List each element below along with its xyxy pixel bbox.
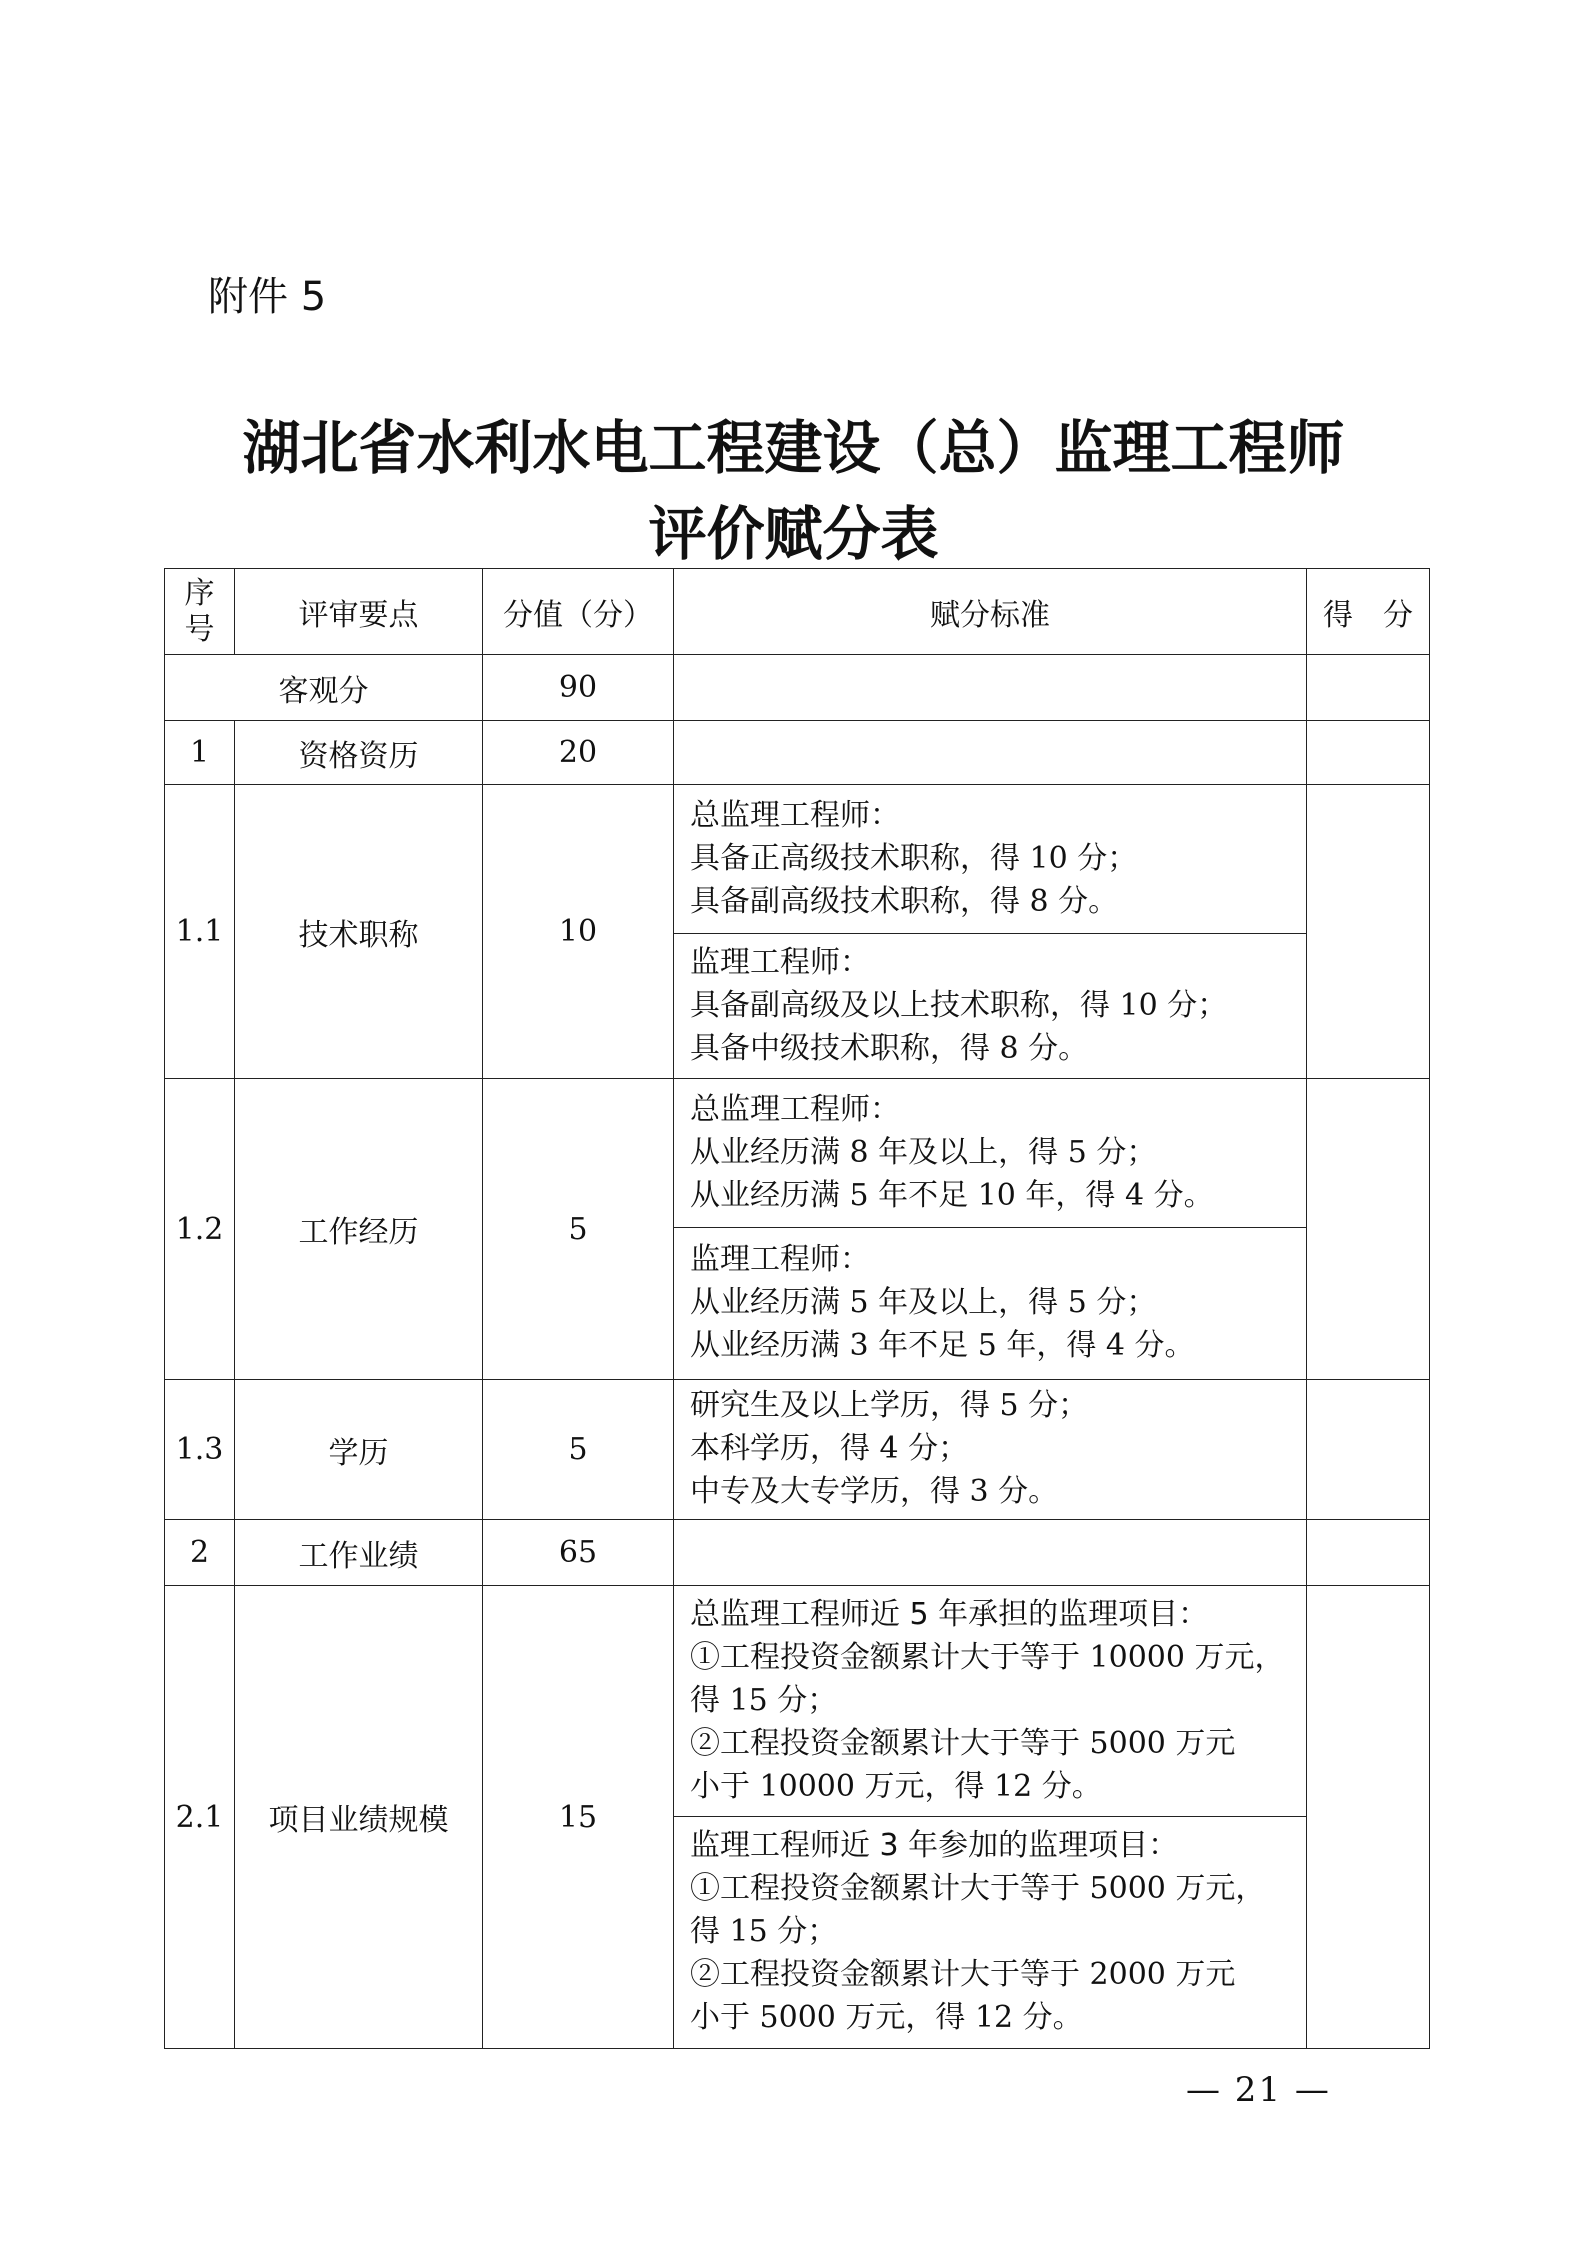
seq-cell: 1.2 — [165, 1079, 235, 1380]
value-cell: 5 — [483, 1380, 674, 1520]
criteria-line: 研究生及以上学历，得 5 分； — [690, 1388, 1089, 1423]
score-cell — [1307, 721, 1430, 785]
point-cell: 资格资历 — [235, 721, 483, 785]
criteria-cell — [674, 1079, 1307, 1228]
objective-value: 90 — [483, 655, 674, 721]
table-row-objective — [165, 655, 1430, 721]
point-cell: 项目业绩规模 — [235, 1586, 483, 2049]
criteria-cell — [674, 1380, 1307, 1520]
seq-cell: 2 — [165, 1520, 235, 1586]
table-row — [165, 1520, 1430, 1586]
criteria-line: ②工程投资金额累计大于等于 2000 万元 — [690, 1957, 1236, 1992]
value-cell: 20 — [483, 721, 674, 785]
criteria-line: ①工程投资金额累计大于等于 10000 万元， — [690, 1639, 1285, 1675]
criteria-heading: 监理工程师近 3 年参加的监理项目： — [690, 1828, 1179, 1863]
criteria-heading: 监理工程师： — [690, 944, 870, 980]
score-cell — [1307, 655, 1430, 721]
criteria-line: 从业经历满 5 年不足 10 年，得 4 分。 — [690, 1177, 1214, 1213]
header-point: 评审要点 — [235, 569, 483, 655]
criteria-line: ①工程投资金额累计大于等于 5000 万元， — [690, 1871, 1266, 1906]
criteria-heading: 总监理工程师： — [690, 797, 900, 833]
table-header-row — [165, 569, 1430, 655]
score-cell — [1307, 1520, 1430, 1586]
criteria-line: 得 15 分； — [690, 1914, 838, 1949]
table-row — [165, 1079, 1430, 1228]
page-number: — 21 — — [1186, 2070, 1331, 2110]
header-value: 分值（分） — [483, 569, 674, 655]
criteria-line: 小于 5000 万元，得 12 分。 — [690, 2000, 1083, 2035]
criteria-line: 本科学历，得 4 分； — [690, 1431, 969, 1466]
seq-cell: 1.3 — [165, 1380, 235, 1520]
criteria-line: 从业经历满 3 年不足 5 年，得 4 分。 — [690, 1328, 1195, 1363]
criteria-line: 小于 10000 万元，得 12 分。 — [690, 1768, 1102, 1804]
criteria-cell — [674, 934, 1307, 1079]
criteria-cell — [674, 1520, 1307, 1586]
criteria-line: 从业经历满 8 年及以上，得 5 分； — [690, 1134, 1157, 1170]
seq-cell: 1 — [165, 721, 235, 785]
criteria-line: 具备中级技术职称，得 8 分。 — [690, 1030, 1089, 1066]
criteria-cell — [674, 1586, 1307, 1817]
header-score: 得 分 — [1307, 569, 1430, 655]
value-cell: 15 — [483, 1586, 674, 2049]
table-row — [165, 1586, 1430, 1817]
value-cell: 5 — [483, 1079, 674, 1380]
header-criteria: 赋分标准 — [674, 569, 1307, 655]
point-cell: 工作业绩 — [235, 1520, 483, 1586]
criteria-cell — [674, 721, 1307, 785]
attachment-label: 附件 5 — [208, 274, 327, 320]
score-table — [164, 568, 1430, 2049]
page-title: 湖北省水利水电工程建设（总）监理工程师 — [242, 414, 1345, 482]
table-row — [165, 721, 1430, 785]
point-cell: 技术职称 — [235, 785, 483, 1079]
criteria-heading: 总监理工程师： — [690, 1091, 900, 1127]
criteria-line: 具备正高级技术职称，得 10 分； — [690, 840, 1138, 876]
score-cell — [1307, 785, 1430, 1079]
point-cell: 学历 — [235, 1380, 483, 1520]
criteria-line: 具备副高级及以上技术职称，得 10 分； — [690, 987, 1228, 1023]
point-cell: 工作经历 — [235, 1079, 483, 1380]
criteria-line: 从业经历满 5 年及以上，得 5 分； — [690, 1285, 1157, 1320]
criteria-line: 具备副高级技术职称，得 8 分。 — [690, 883, 1119, 919]
seq-cell: 2.1 — [165, 1586, 235, 2049]
table-row — [165, 785, 1430, 934]
criteria-line: 中专及大专学历，得 3 分。 — [690, 1474, 1059, 1509]
criteria-heading: 监理工程师： — [690, 1242, 870, 1277]
seq-cell: 1.1 — [165, 785, 235, 1079]
table-row — [165, 1380, 1430, 1520]
criteria-cell — [674, 785, 1307, 934]
objective-label: 客观分 — [165, 655, 483, 721]
criteria-heading: 总监理工程师近 5 年承担的监理项目： — [690, 1596, 1209, 1632]
page-subtitle: 评价赋分表 — [648, 500, 939, 568]
header-seq: 序 号 — [165, 569, 235, 655]
criteria-line: ②工程投资金额累计大于等于 5000 万元 — [690, 1725, 1236, 1761]
criteria-line: 得 15 分； — [690, 1682, 838, 1718]
criteria-cell — [674, 1228, 1307, 1380]
value-cell: 65 — [483, 1520, 674, 1586]
score-cell — [1307, 1586, 1430, 2049]
criteria-cell — [674, 1817, 1307, 2049]
score-cell — [1307, 1079, 1430, 1380]
criteria-cell — [674, 655, 1307, 721]
score-cell — [1307, 1380, 1430, 1520]
value-cell: 10 — [483, 785, 674, 1079]
